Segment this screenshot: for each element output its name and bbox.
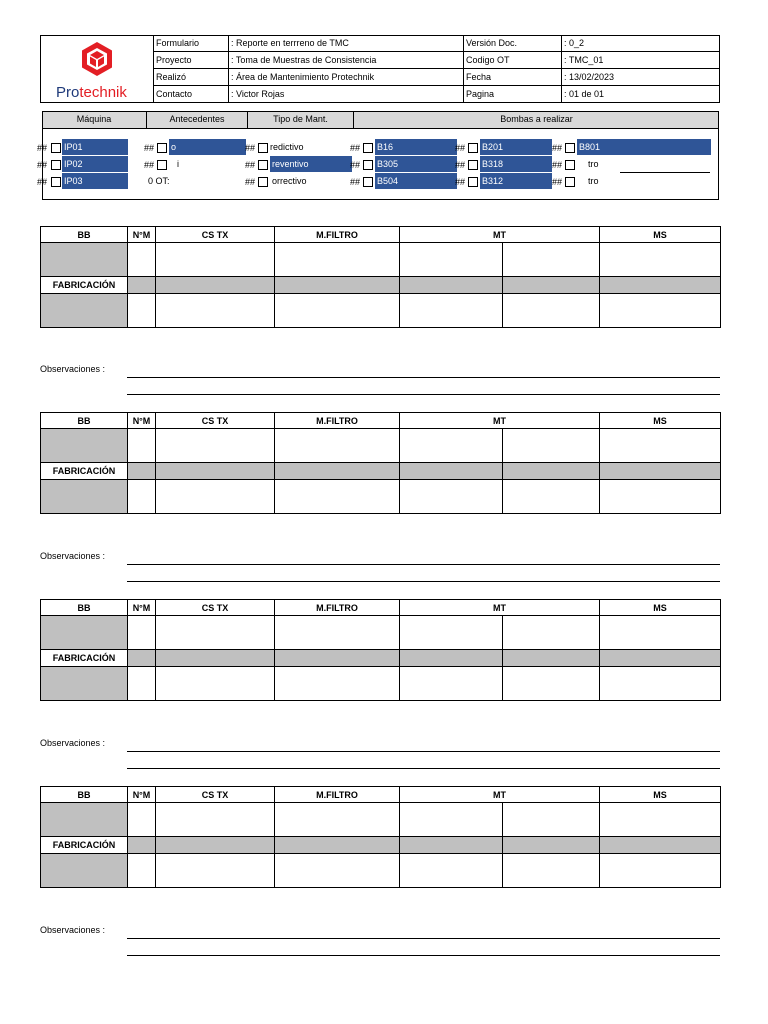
checkbox-bomba-1-3[interactable] <box>363 177 373 187</box>
col-cs-tx: CS TX <box>156 787 275 803</box>
table-cell[interactable] <box>275 463 400 480</box>
observaciones-line[interactable] <box>127 938 720 939</box>
table-cell[interactable] <box>156 616 275 650</box>
option-antecedentes-1: o <box>169 139 246 155</box>
table-cell[interactable] <box>156 480 275 514</box>
hash-marker: ## <box>245 143 256 153</box>
table-cell[interactable] <box>400 429 503 463</box>
col-m-filtro: M.FILTRO <box>275 787 400 803</box>
table-cell[interactable] <box>503 277 600 294</box>
hash-marker: ## <box>37 143 48 153</box>
observaciones-label: Observaciones : <box>40 551 106 561</box>
option-tipo-1: redictivo <box>270 142 304 152</box>
col-bb: BB <box>41 787 128 803</box>
table-cell[interactable] <box>600 854 721 888</box>
observaciones-label: Observaciones : <box>40 364 106 374</box>
table-cell[interactable] <box>600 480 721 514</box>
header-label-version: Versión Doc. <box>464 35 562 52</box>
table-cell[interactable] <box>503 854 600 888</box>
table-cell[interactable] <box>128 650 156 667</box>
checkbox-bomba-2-1[interactable] <box>468 143 478 153</box>
option-bomba-2-1: B201 <box>480 139 552 155</box>
header-label-contacto: Contacto <box>154 86 229 103</box>
col-ms: MS <box>600 787 721 803</box>
table-cell[interactable] <box>503 243 600 277</box>
option-bomba-1-2: B305 <box>375 156 457 172</box>
table-cell[interactable] <box>156 650 275 667</box>
table-cell[interactable] <box>400 277 503 294</box>
table-cell[interactable] <box>275 277 400 294</box>
table-cell[interactable] <box>128 854 156 888</box>
checkbox-bomba-2-3[interactable] <box>468 177 478 187</box>
otro-input-line[interactable] <box>620 172 710 173</box>
observaciones-line[interactable] <box>127 377 720 378</box>
table-cell[interactable] <box>275 803 400 837</box>
hash-marker: ## <box>350 177 361 187</box>
table-cell[interactable] <box>128 837 156 854</box>
checkbox-tipo-2[interactable] <box>258 160 268 170</box>
measurement-table-2 <box>40 412 721 514</box>
table-cell[interactable] <box>156 463 275 480</box>
col-m-filtro: M.FILTRO <box>275 227 400 243</box>
table-cell[interactable] <box>128 463 156 480</box>
header-label-formulario: Formulario <box>154 35 229 52</box>
col-nm: N°M <box>128 413 156 429</box>
table-cell[interactable] <box>400 854 503 888</box>
table-cell[interactable] <box>275 294 400 328</box>
observaciones-line[interactable] <box>127 768 720 769</box>
col-mt: MT <box>400 413 600 429</box>
bb-cell[interactable] <box>41 667 128 701</box>
option-tipo-2: reventivo <box>270 156 352 172</box>
checkbox-bomba-1-1[interactable] <box>363 143 373 153</box>
table-cell[interactable] <box>128 667 156 701</box>
header-value-version: : 0_2 <box>562 35 720 52</box>
checkbox-maquina-1[interactable] <box>51 143 61 153</box>
table-cell[interactable] <box>400 480 503 514</box>
hash-marker: ## <box>245 177 256 187</box>
col-nm: N°M <box>128 787 156 803</box>
option-antecedentes-2: i <box>177 159 179 169</box>
hash-marker: ## <box>37 160 48 170</box>
table-cell[interactable] <box>600 667 721 701</box>
checkbox-bomba-2-2[interactable] <box>468 160 478 170</box>
col-bb: BB <box>41 227 128 243</box>
table-cell[interactable] <box>128 616 156 650</box>
checkbox-tipo-3[interactable] <box>258 177 268 187</box>
bb-cell[interactable] <box>41 616 128 650</box>
table-cell[interactable] <box>400 837 503 854</box>
checkbox-tipo-1[interactable] <box>258 143 268 153</box>
table-cell[interactable] <box>503 294 600 328</box>
table-cell[interactable] <box>600 294 721 328</box>
table-cell[interactable] <box>503 667 600 701</box>
option-tipo-3: orrectivo <box>272 176 307 186</box>
bb-cell[interactable] <box>41 429 128 463</box>
table-cell[interactable] <box>600 837 721 854</box>
bb-cell[interactable] <box>41 243 128 277</box>
col-ms: MS <box>600 413 721 429</box>
col-m-filtro: M.FILTRO <box>275 413 400 429</box>
hash-marker: ## <box>552 177 563 187</box>
table-cell[interactable] <box>503 463 600 480</box>
fabricacion-label: FABRICACIÓN <box>41 277 128 294</box>
hash-marker: ## <box>245 160 256 170</box>
header-value-realizo: : Área de Mantenimiento Protechnik <box>229 69 464 86</box>
table-cell[interactable] <box>156 837 275 854</box>
option-bomba-3-1: B801 <box>577 139 711 155</box>
table-cell[interactable] <box>400 463 503 480</box>
col-mt: MT <box>400 787 600 803</box>
table-cell[interactable] <box>156 294 275 328</box>
table-cell[interactable] <box>400 650 503 667</box>
bb-cell[interactable] <box>41 803 128 837</box>
table-cell[interactable] <box>156 854 275 888</box>
col-ms: MS <box>600 227 721 243</box>
table-cell[interactable] <box>156 243 275 277</box>
col-mt: MT <box>400 600 600 616</box>
heading-maquina: Máquina <box>42 111 147 129</box>
table-cell[interactable] <box>156 803 275 837</box>
heading-antecedentes: Antecedentes <box>147 111 248 129</box>
header-value-contacto: : Victor Rojas <box>229 86 464 103</box>
table-cell[interactable] <box>503 650 600 667</box>
table-cell[interactable] <box>400 616 503 650</box>
table-cell[interactable] <box>275 243 400 277</box>
hash-marker: ## <box>455 143 466 153</box>
table-cell[interactable] <box>503 837 600 854</box>
logo-cell <box>40 35 154 103</box>
option-bomba-3-2: tro <box>588 159 599 169</box>
observaciones-label: Observaciones : <box>40 738 106 748</box>
hash-marker: ## <box>37 177 48 187</box>
table-cell[interactable] <box>156 429 275 463</box>
table-cell[interactable] <box>400 803 503 837</box>
table-cell[interactable] <box>156 667 275 701</box>
checkbox-bomba-3-3[interactable] <box>565 177 575 187</box>
measurement-table-1 <box>40 226 721 328</box>
observaciones-line[interactable] <box>127 955 720 956</box>
col-nm: N°M <box>128 600 156 616</box>
table-cell[interactable] <box>275 854 400 888</box>
table-cell[interactable] <box>128 803 156 837</box>
hash-marker: ## <box>144 143 155 153</box>
col-cs-tx: CS TX <box>156 600 275 616</box>
fabricacion-label: FABRICACIÓN <box>41 650 128 667</box>
table-cell[interactable] <box>400 294 503 328</box>
table-cell[interactable] <box>275 650 400 667</box>
protechnik-logo-icon <box>80 41 114 77</box>
table-cell[interactable] <box>128 429 156 463</box>
checkbox-antecedentes-1[interactable] <box>157 143 167 153</box>
table-cell[interactable] <box>275 616 400 650</box>
bb-cell[interactable] <box>41 480 128 514</box>
observaciones-line[interactable] <box>127 394 720 395</box>
hash-marker: ## <box>552 160 563 170</box>
option-bomba-1-3: B504 <box>375 173 457 189</box>
header-value-codigo-ot: : TMC_01 <box>562 52 720 69</box>
table-cell[interactable] <box>600 277 721 294</box>
option-bomba-1-1: B16 <box>375 139 457 155</box>
hash-marker: ## <box>455 160 466 170</box>
header-label-fecha: Fecha <box>464 69 562 86</box>
header-label-proyecto: Proyecto <box>154 52 229 69</box>
checkbox-maquina-2[interactable] <box>51 160 61 170</box>
checkbox-bomba-3-1[interactable] <box>565 143 575 153</box>
table-cell[interactable] <box>400 243 503 277</box>
col-bb: BB <box>41 413 128 429</box>
observaciones-line[interactable] <box>127 564 720 565</box>
option-bomba-3-3: tro <box>588 176 599 186</box>
table-cell[interactable] <box>503 616 600 650</box>
checkbox-bomba-1-2[interactable] <box>363 160 373 170</box>
table-cell[interactable] <box>275 837 400 854</box>
hash-marker: ## <box>455 177 466 187</box>
col-cs-tx: CS TX <box>156 227 275 243</box>
table-cell[interactable] <box>400 667 503 701</box>
measurement-table-4 <box>40 786 721 888</box>
table-cell[interactable] <box>128 294 156 328</box>
table-cell[interactable] <box>128 243 156 277</box>
option-bomba-2-2: B318 <box>480 156 552 172</box>
header-value-fecha: : 13/02/2023 <box>562 69 720 86</box>
option-bomba-2-3: B312 <box>480 173 552 189</box>
observaciones-label: Observaciones : <box>40 925 106 935</box>
table-cell[interactable] <box>600 429 721 463</box>
header-value-proyecto: : Toma de Muestras de Consistencia <box>229 52 464 69</box>
table-cell[interactable] <box>275 429 400 463</box>
header-label-realizo: Realizó <box>154 69 229 86</box>
bb-cell[interactable] <box>41 854 128 888</box>
observaciones-line[interactable] <box>127 751 720 752</box>
table-cell[interactable] <box>128 277 156 294</box>
table-cell[interactable] <box>600 243 721 277</box>
header-value-formulario: : Reporte en terrreno de TMC <box>229 35 464 52</box>
table-cell[interactable] <box>275 667 400 701</box>
header-value-pagina: : 01 de 01 <box>564 89 605 99</box>
header-label-codigo-ot: Codigo OT <box>464 52 562 69</box>
table-cell[interactable] <box>600 463 721 480</box>
col-mt: MT <box>400 227 600 243</box>
option-antecedentes-3: 0 OT: <box>148 176 170 186</box>
heading-bombas: Bombas a realizar <box>500 114 573 124</box>
option-maquina-1: IP01 <box>62 139 128 155</box>
table-cell[interactable] <box>275 480 400 514</box>
checkbox-bomba-3-2[interactable] <box>565 160 575 170</box>
table-cell[interactable] <box>503 803 600 837</box>
bb-cell[interactable] <box>41 294 128 328</box>
hash-marker: ## <box>552 143 563 153</box>
col-ms: MS <box>600 600 721 616</box>
option-maquina-3: IP03 <box>62 173 128 189</box>
table-cell[interactable] <box>128 480 156 514</box>
col-cs-tx: CS TX <box>156 413 275 429</box>
checkbox-antecedentes-2[interactable] <box>157 160 167 170</box>
fabricacion-label: FABRICACIÓN <box>41 837 128 854</box>
hash-marker: ## <box>350 160 361 170</box>
col-nm: N°M <box>128 227 156 243</box>
hash-marker: ## <box>144 160 155 170</box>
header-label-pagina: Pagina <box>464 86 562 103</box>
observaciones-line[interactable] <box>127 581 720 582</box>
hash-marker: ## <box>350 143 361 153</box>
table-cell[interactable] <box>600 803 721 837</box>
measurement-table-3 <box>40 599 721 701</box>
table-cell[interactable] <box>156 277 275 294</box>
table-cell[interactable] <box>503 480 600 514</box>
fabricacion-label: FABRICACIÓN <box>41 463 128 480</box>
checkbox-maquina-3[interactable] <box>51 177 61 187</box>
heading-tipo-mant: Tipo de Mant. <box>248 111 354 129</box>
col-bb: BB <box>41 600 128 616</box>
table-cell[interactable] <box>503 429 600 463</box>
table-cell[interactable] <box>600 616 721 650</box>
logo-wordmark: Protechnik <box>56 84 127 101</box>
col-m-filtro: M.FILTRO <box>275 600 400 616</box>
table-cell[interactable] <box>600 650 721 667</box>
option-maquina-2: IP02 <box>62 156 128 172</box>
